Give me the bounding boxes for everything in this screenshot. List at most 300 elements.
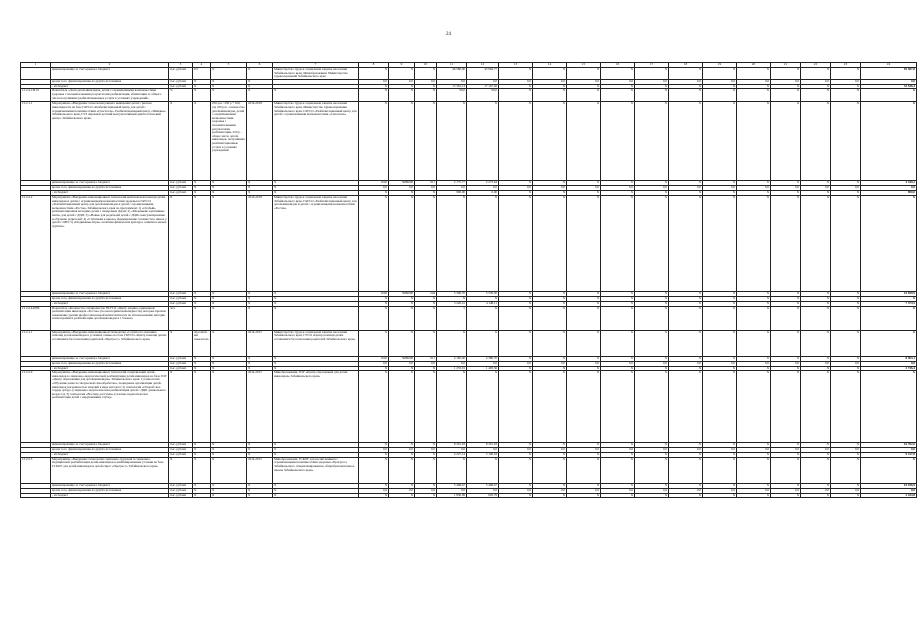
table-cell: X [389, 102, 415, 181]
table-cell: X [247, 443, 273, 448]
table-cell: X [273, 296, 359, 301]
table-cell: 3 226,41 [437, 301, 467, 306]
table-cell: X [193, 366, 211, 371]
table-cell: X [415, 306, 437, 330]
table-cell: 0,0 [703, 186, 737, 191]
table-cell: 0,0 [359, 361, 389, 366]
table-cell: X [415, 330, 437, 356]
table-cell: X [635, 301, 669, 306]
column-number-23: 23 [831, 63, 861, 68]
table-cell: X [567, 371, 601, 443]
table-cell: X [567, 68, 601, 80]
table-cell: 0,0 [861, 361, 917, 366]
table-cell: X [703, 89, 737, 102]
table-cell: 0,0 [861, 448, 917, 453]
table-cell: X [533, 457, 567, 483]
table-cell: X [415, 195, 437, 291]
table-row [21, 102, 917, 181]
table-cell: X [737, 457, 771, 483]
table-cell: X [359, 493, 389, 498]
table-cell: 0,0 [771, 79, 801, 84]
table-cell: X [601, 371, 635, 443]
table-cell: Показатель «Количество специалистов ГКУСО «Центр медико-социальной реабилитации инвалидов «Росток» (по категориям инвалидности), которые прошли повышение уровня профессиональной компетентности по использованию методик психотерапии и реабилитации детей-инвалидов в 1 блоках» [51, 306, 169, 330]
table-cell: X [771, 68, 801, 80]
table-cell: X [499, 291, 533, 296]
table-cell: финансирование за счет краевого бюджета [51, 181, 169, 186]
table-cell: 5 300,70 [437, 291, 467, 296]
table-cell: Показатель «Доля детей-инвалидов, детей с ограниченными возможностями здоровья с положительными результатами реабилитации, абилитации от общего числа получивших реабилитационные услуги в условиях учреждений» [51, 89, 169, 102]
table-cell: X [359, 102, 389, 181]
table-cell: X [801, 181, 831, 186]
table-cell: X [193, 102, 211, 181]
table-cell: X [389, 306, 415, 330]
table-cell: X [211, 291, 247, 296]
table-cell: финансирование за счет краевого бюджета [51, 443, 169, 448]
table-cell: X [499, 306, 533, 330]
table-cell: тыс. рублей [169, 181, 193, 186]
table-cell: X [567, 89, 601, 102]
table-cell: тыс. рублей [169, 488, 193, 493]
table-cell: X [193, 457, 211, 483]
table-cell: 0,0 [737, 186, 771, 191]
table-cell: 0,0 [601, 448, 635, 453]
table-cell: X [211, 483, 247, 488]
table-cell: 0,0 [669, 488, 703, 493]
column-number-11: 11 [437, 63, 467, 68]
table-cell: X [601, 102, 635, 181]
table-cell: 15.2.1.1 [21, 330, 51, 356]
table-cell: 0,0 [861, 488, 917, 493]
table-cell: 0,0 [771, 488, 801, 493]
table-cell: X [273, 186, 359, 191]
table-cell: X [737, 306, 771, 330]
table-cell: кроме того, финансирование из других источников [51, 448, 169, 453]
table-cell: X [211, 296, 247, 301]
table-cell: 0,0 [499, 361, 533, 366]
table-cell: 0,0 [771, 186, 801, 191]
table-cell: X [499, 366, 533, 371]
table-cell: X [211, 186, 247, 191]
table-cell: X [273, 191, 359, 196]
table-cell: X [273, 493, 359, 498]
table-cell: X [273, 443, 359, 448]
table-cell: X [499, 457, 533, 483]
table-cell: X [273, 301, 359, 306]
table-cell: X [273, 181, 359, 186]
table-cell: X [669, 366, 703, 371]
table-cell: X [601, 443, 635, 448]
table-cell: X [737, 89, 771, 102]
table-cell: 15.2.2.2 [21, 195, 51, 291]
table-cell: X [211, 488, 247, 493]
table-cell: 0,0 [437, 361, 467, 366]
table-cell: X [169, 330, 193, 356]
table-cell: X [635, 457, 669, 483]
table-cell: X [861, 89, 917, 102]
table-cell: X [273, 291, 359, 296]
table-cell: 0,5 [193, 68, 211, 80]
table-cell: X [415, 443, 437, 448]
table-cell: финансирование за счет краевого бюджета [51, 291, 169, 296]
table-cell: X [193, 443, 211, 448]
table-cell: X [359, 443, 389, 448]
column-number-21: 21 [771, 63, 801, 68]
table-cell: 900,0 [861, 191, 917, 196]
table-cell: X [389, 457, 415, 483]
table-cell: 9 417,8 [861, 453, 917, 458]
table-cell: X [737, 356, 771, 361]
table-cell: X [273, 356, 359, 361]
table-cell: X [193, 89, 211, 102]
table-cell: X [273, 89, 359, 102]
table-cell: 0,0 [861, 79, 917, 84]
column-number-13: 13 [499, 63, 533, 68]
table-cell: финансирование за счет краевого бюджета [51, 68, 169, 80]
table-cell: X [801, 457, 831, 483]
table-cell: X [601, 356, 635, 361]
table-row [21, 457, 917, 483]
table-cell: X [169, 457, 193, 483]
table-cell: X [247, 291, 273, 296]
table-body [21, 63, 917, 498]
table-cell: X [801, 356, 831, 361]
table-cell: X [193, 296, 211, 301]
table-cell: X [601, 291, 635, 296]
table-cell: X [737, 371, 771, 443]
table-cell: Мероприятие «Внедрение инновационных технологий социализации детей-инвалидов в социально-педагогической реабилитации детей-инвалидов на базе ГОУ «Центр образования для детей-инвалидов» Забайкальского края: 1) технология «Обучение ремесла творческой самообработке», подведение организации детей-инвалидов погрешностью изделий в виде каталога; 2) технология «Открой свое сердце добру» (социально-педагогическая реабилитация детей с ДЦП дошкольного возраста); 3) технология «Все мир доступен» (сезонно-педагогическое реабилитация детей с нарушениями слуха)» [51, 371, 169, 443]
table-cell: кроме того, финансирование из других источников [51, 361, 169, 366]
table-cell: X [801, 366, 831, 371]
table-cell: X [703, 84, 737, 89]
table-cell: 15.2.2.5 [21, 457, 51, 483]
table-cell: 0,0 [703, 448, 737, 453]
table-cell: X [533, 301, 567, 306]
table-cell: X [359, 191, 389, 196]
table-cell: X [831, 443, 861, 448]
table-cell: X [703, 68, 737, 80]
table-cell: X [389, 89, 415, 102]
table-cell: X [533, 84, 567, 89]
table-cell: X [389, 84, 415, 89]
table-cell: 0,0 [533, 186, 567, 191]
table-cell: 0,0 [831, 361, 861, 366]
table-cell: X [415, 102, 437, 181]
table-cell: 0,0 [567, 488, 601, 493]
table-cell: X [601, 301, 635, 306]
table-cell: X [193, 306, 211, 330]
column-number-16: 16 [601, 63, 635, 68]
table-cell: 0,0 [669, 361, 703, 366]
table-cell: X [247, 361, 273, 366]
table-cell: X [415, 366, 437, 371]
table-cell: X [499, 195, 533, 291]
table-cell: X [669, 296, 703, 301]
table-cell: X [359, 301, 389, 306]
table-cell: 0,0 [437, 79, 467, 84]
table-cell: 0,0 [389, 361, 415, 366]
table-cell: X [359, 306, 389, 330]
table-cell: 10 936,9 [861, 483, 917, 488]
table-cell: X [801, 493, 831, 498]
table-cell: X [359, 68, 389, 80]
column-number-8: 8 [359, 63, 389, 68]
table-cell: X [635, 68, 669, 80]
table-cell: 0,0 [415, 488, 437, 493]
table-cell: X [247, 483, 273, 488]
table-cell: X [771, 457, 801, 483]
table-cell: X [737, 181, 771, 186]
table-cell: 2 746,4 [861, 366, 917, 371]
table-cell: X [533, 291, 567, 296]
table-cell: 16 782,0 [861, 443, 917, 448]
table-cell: X [211, 68, 247, 80]
table-cell: X [831, 493, 861, 498]
table-cell: X [635, 306, 669, 330]
table-cell: X [437, 371, 467, 443]
table-cell: X [193, 488, 211, 493]
table-cell: 5 190,63 [467, 453, 499, 458]
table-cell: 0,0 [567, 186, 601, 191]
table-cell: 0,0 [437, 186, 467, 191]
table-cell: X [415, 301, 437, 306]
table-cell: X [499, 84, 533, 89]
table-cell: X [533, 102, 567, 181]
table-cell: 244 [415, 291, 437, 296]
table-cell: 0,0 [467, 448, 499, 453]
table-cell: 0,0 [831, 488, 861, 493]
table-cell: 0,0 [389, 186, 415, 191]
table-cell: X [567, 296, 601, 301]
table-cell: X [601, 191, 635, 196]
table-cell: X [831, 291, 861, 296]
table-cell: X [801, 330, 831, 356]
table-cell: X [437, 195, 467, 291]
table-cell: тыс. рублей [169, 186, 193, 191]
table-cell: 250 раз / 250 р * 100, где 250 раз - количество детей-инвалидов, детей с ограниченными возможностями здоровья с положительными результатами реабилитации, 250 р - общее число детей-инвалидов, получивших реабилитационные услуги в условиях учреждений [211, 102, 247, 181]
table-cell: X [635, 296, 669, 301]
table-cell: X [211, 453, 247, 458]
table-cell: X [467, 371, 499, 443]
table-cell: X [193, 356, 211, 361]
table-row [21, 306, 917, 330]
table-cell: X [635, 366, 669, 371]
table-cell: 0,0 [703, 361, 737, 366]
table-cell: X [567, 181, 601, 186]
table-cell: X [801, 483, 831, 488]
table-cell: 1 253,01 [437, 366, 467, 371]
table-cell: X [247, 68, 273, 80]
table-cell: X [389, 483, 415, 488]
table-cell: X [831, 371, 861, 443]
table-cell: X [771, 291, 801, 296]
table-cell: 0,0 [415, 361, 437, 366]
table-cell: чел. [169, 306, 193, 330]
table-cell: X [247, 306, 273, 330]
column-number-22: 22 [801, 63, 831, 68]
table-cell: X [669, 443, 703, 448]
table-cell: 2014-2015 [247, 371, 273, 443]
table-cell: X [831, 457, 861, 483]
table-cell: X [211, 89, 247, 102]
table-cell: X [389, 371, 415, 443]
table-cell: X [635, 453, 669, 458]
table-cell: X [415, 296, 437, 301]
table-cell: 1002 [359, 356, 389, 361]
table-cell: X [635, 291, 669, 296]
table-cell: X [193, 195, 211, 291]
table-cell: X [831, 181, 861, 186]
table-cell: X [737, 453, 771, 458]
table-cell: X [247, 181, 273, 186]
table-cell: Мероприятие «Внедрение технологии социально-трудовой и социально-медицинской реабилитации детей-инвалидов в комбинированные условия на базе ГСКОУ для детей-инвалидов и детей-сирот «Прогресс» Забайкальского края» [51, 457, 169, 483]
table-cell: X [737, 291, 771, 296]
table-cell: X [567, 291, 601, 296]
table-cell: X [737, 366, 771, 371]
table-cell: X [703, 483, 737, 488]
table-cell: X [601, 453, 635, 458]
table-cell: X [635, 181, 669, 186]
table-cell: тыс. рублей [169, 453, 193, 458]
table-cell: Министерство труда и социальной защиты населения Забайкальского края, Министерство здравоохранения Забайкальского края, ГАУСО «Реабилитационный центр для детей с ограниченными возможностями «Спасатель» [273, 102, 359, 181]
table-cell: X [831, 296, 861, 301]
table-cell: X [499, 483, 533, 488]
table-cell: X [211, 306, 247, 330]
table-cell: 0,0 [389, 488, 415, 493]
table-cell: X [861, 296, 917, 301]
table-cell: 611 [415, 356, 437, 361]
table-cell: 0,0 [737, 79, 771, 84]
table-cell: X [499, 102, 533, 181]
table-cell: 0,0 [635, 448, 669, 453]
table-cell: X [831, 366, 861, 371]
table-cell: X [467, 296, 499, 301]
table-cell: X [703, 443, 737, 448]
table-cell: X [415, 457, 437, 483]
table-cell: X [771, 371, 801, 443]
table-row [21, 89, 917, 102]
table-cell: X [669, 371, 703, 443]
table-cell: X [703, 181, 737, 186]
table-cell: X [601, 84, 635, 89]
table-cell: 0,0 [669, 448, 703, 453]
table-cell: X [247, 356, 273, 361]
table-cell: X [467, 306, 499, 330]
table-cell: X [771, 84, 801, 89]
table-cell: 2016-2018 [247, 195, 273, 291]
table-cell: X [601, 89, 635, 102]
table-cell: 0,0 [567, 79, 601, 84]
table-cell: тыс. рублей [169, 301, 193, 306]
table-cell: 0,0 [467, 79, 499, 84]
table-cell: 0,0 [771, 448, 801, 453]
table-cell: X [669, 330, 703, 356]
table-cell: X [389, 301, 415, 306]
table-cell: X [247, 191, 273, 196]
table-cell: X [635, 371, 669, 443]
table-cell: 0,0 [467, 361, 499, 366]
table-cell: X [737, 296, 771, 301]
table-cell: X [801, 301, 831, 306]
table-cell: X [247, 366, 273, 371]
table-cell: X [771, 306, 801, 330]
table-cell: X [669, 89, 703, 102]
table-cell: X [601, 330, 635, 356]
table-cell: абсолютный показатель [193, 330, 211, 356]
table-cell: 0,0 [861, 186, 917, 191]
table-cell: X [801, 443, 831, 448]
table-cell: X [801, 306, 831, 330]
table-cell: X [669, 356, 703, 361]
table-cell: X [467, 330, 499, 356]
table-cell: X [771, 483, 801, 488]
table-cell: X [389, 366, 415, 371]
table-cell: X [193, 361, 211, 366]
table-row [21, 195, 917, 291]
table-cell: X [211, 356, 247, 361]
table-cell: X [193, 181, 211, 186]
table-cell: X [193, 291, 211, 296]
table-cell: X [669, 195, 703, 291]
table-cell: X [193, 191, 211, 196]
table-cell: X [499, 301, 533, 306]
table-cell: 90,0 [437, 89, 467, 102]
table-cell: X [567, 453, 601, 458]
table-cell: 611 [415, 181, 437, 186]
table-cell: X [247, 296, 273, 301]
table-cell: X [861, 457, 917, 483]
table-cell: тыс. рублей [169, 493, 193, 498]
table-cell: X [703, 330, 737, 356]
table-cell: X [737, 493, 771, 498]
table-cell: X [601, 181, 635, 186]
table-cell: тыс. рублей [169, 448, 193, 453]
table-cell: X [467, 195, 499, 291]
table-cell: X [737, 301, 771, 306]
table-cell: X [703, 493, 737, 498]
table-cell: X [437, 457, 467, 483]
table-cell: X [601, 493, 635, 498]
column-number-10: 10 [415, 63, 437, 68]
table-cell: 0,0 [831, 79, 861, 84]
table-cell: 15.2.1.1 [21, 102, 51, 181]
table-cell: X [703, 301, 737, 306]
table-cell: X [247, 186, 273, 191]
table-cell: X [771, 301, 801, 306]
column-number-14: 14 [533, 63, 567, 68]
table-cell: X [499, 296, 533, 301]
table-cell: X [499, 191, 533, 196]
table-cell: X [703, 296, 737, 301]
table-cell: X [601, 483, 635, 488]
table-cell: X [669, 453, 703, 458]
table-cell: Министерство труда и социальной защиты населения Забайкальского края, ГАУСО «Реабилитационный центр для детей-инвалидов и детей с ограниченными возможностями «Росток» [273, 195, 359, 291]
table-cell: X [211, 84, 247, 89]
table-cell: X [669, 291, 703, 296]
table-cell: X [415, 483, 437, 488]
table-cell: - из бюджет [51, 493, 169, 498]
table-cell: тыс. рублей [169, 68, 193, 80]
table-cell: X [389, 195, 415, 291]
table-cell: X [737, 443, 771, 448]
table-cell: X [801, 191, 831, 196]
table-cell: 1002 [359, 291, 389, 296]
table-cell: 8 563,1 [861, 356, 917, 361]
table-cell: X [831, 191, 861, 196]
table-cell: X [567, 356, 601, 361]
table-cell: X [389, 296, 415, 301]
table-cell: X [273, 488, 359, 493]
table-cell: кроме того, финансирование из других источников [51, 296, 169, 301]
